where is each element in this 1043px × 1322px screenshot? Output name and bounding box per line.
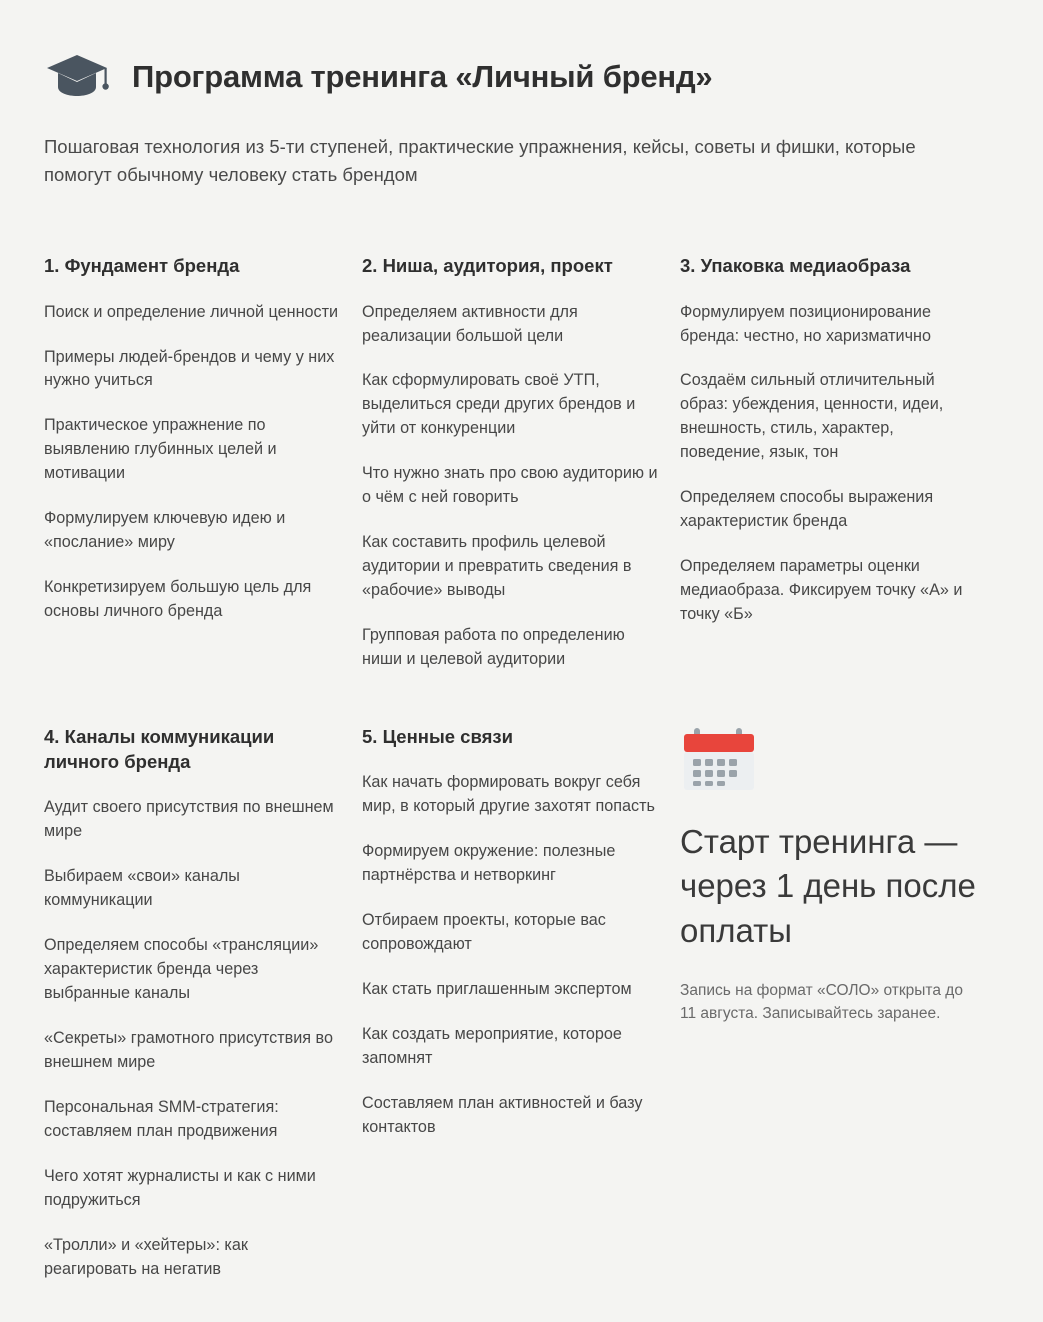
column-title: 3. Упаковка медиаобраза [680, 255, 911, 277]
promo-heading: Старт тренинга — через 1 день после оплаты [680, 823, 976, 949]
column-title: 5. Ценные связи [362, 726, 513, 748]
list-item: «Тролли» и «хейтеры»: как реагировать на негатив [44, 1236, 248, 1279]
list-item: Как сформулировать своё УТП, выделиться среди других брендов и уйти от конкуренции [362, 371, 636, 438]
list-item: Поиск и определение личной ценности [44, 302, 339, 321]
list-item: Практическое упражнение по выявлению глубинных целей и мотивации [44, 416, 277, 483]
column-title: 2. Ниша, аудитория, проект [362, 255, 613, 277]
promo-note: Запись на формат «СОЛО» открыта до 11 августа. Записывайтесь заранее. [680, 981, 963, 1023]
column-title: 4. Каналы коммуникации личного бренда [44, 726, 275, 773]
subtitle: Пошаговая технология из 5-ти ступеней, практические упражнения, кейсы, советы и фишки, которые помогут обычному человеку стать брендом [44, 136, 916, 186]
list-item: Групповая работа по определению ниши и целевой аудитории [362, 626, 625, 669]
list-item: Чего хотят журналисты и как с ними подружиться [44, 1167, 316, 1210]
list-item: Формулируем позиционирование бренда: честно, но харизматично [680, 302, 931, 345]
column-title: 1. Фундамент бренда [44, 255, 240, 277]
program-column-2 [362, 253, 662, 672]
program-column-1 [44, 253, 344, 624]
page-title: Программа тренинга «Личный бренд» [132, 58, 713, 94]
program-column-5 [362, 724, 662, 1140]
graduation-cap-icon [44, 51, 110, 103]
list-item: Как стать приглашенным экспертом [362, 980, 632, 999]
program-grid [44, 253, 999, 1282]
list-item: Как создать мероприятие, которое запомнят [362, 1025, 622, 1068]
list-item: Определяем активности для реализации большой цели [362, 302, 578, 345]
program-column-3 [680, 253, 980, 627]
list-item: «Секреты» грамотного присутствия во внешнем мире [44, 1029, 333, 1072]
list-item: Формулируем ключевую идею и «послание» миру [44, 509, 286, 552]
program-column-4 [44, 724, 344, 1282]
list-item: Отбираем проекты, которые вас сопровождают [362, 911, 606, 954]
calendar-icon [680, 724, 758, 796]
list-item: Конкретизируем большую цель для основы личного бренда [44, 578, 312, 621]
list-item: Составляем план активностей и базу контактов [362, 1094, 643, 1137]
list-item: Примеры людей-брендов и чему у них нужно учиться [44, 347, 335, 390]
list-item: Выбираем «свои» каналы коммуникации [44, 867, 240, 910]
list-item: Создаём сильный отличительный образ: убеждения, ценности, идеи, внешность, стиль, характер, поведение, язык, тон [680, 371, 944, 462]
list-item: Как составить профиль целевой аудитории и превратить сведения в «рабочие» выводы [362, 533, 632, 600]
list-item: Определяем параметры оценки медиаобраза. Фиксируем точку «А» и точку «Б» [680, 557, 963, 624]
list-item: Как начать формировать вокруг себя мир, в который другие захотят попасть [362, 773, 655, 816]
list-item: Формируем окружение: полезные партнёрства и нетворкинг [362, 842, 616, 885]
list-item: Определяем способы «трансляции» характеристик бренда через выбранные каналы [44, 936, 319, 1003]
list-item: Аудит своего присутствия по внешнем мире [44, 798, 334, 841]
header [44, 30, 999, 115]
list-item: Что нужно знать про свою аудиторию и о чём с ней говорить [362, 464, 658, 507]
start-date-promo [680, 724, 980, 1025]
list-item: Персональная SMM-стратегия: составляем план продвижения [44, 1098, 279, 1141]
list-item: Определяем способы выражения характеристик бренда [680, 488, 934, 531]
